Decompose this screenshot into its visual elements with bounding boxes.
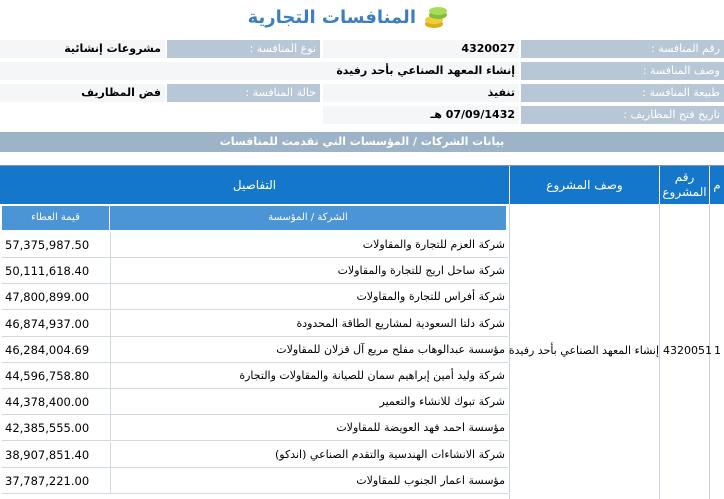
company-name: شركة دلتا السعودية لمشاريع الطاقة المحدودة xyxy=(110,311,508,337)
tender-no-value: 4320027 xyxy=(323,40,519,58)
table-row xyxy=(2,468,508,494)
status-value: فض المظاريف xyxy=(0,84,165,102)
bid-amount: 42,385,555.00 xyxy=(5,421,90,436)
tender-type-label: نوع المنافسة : xyxy=(167,40,320,58)
bid-amount: 44,596,758.80 xyxy=(5,369,90,383)
table-row xyxy=(2,442,508,468)
bids-table xyxy=(0,165,724,499)
company-name: شركة أفراس للتجارة والمقاولات xyxy=(110,284,508,310)
company-name: شركة العزم للتجارة والمقاولات xyxy=(110,232,508,258)
col-header-project-desc: وصف المشروع xyxy=(510,166,659,204)
company-name: شركة الانشاءات الهندسية والتقدم الصناعي (اندكو) xyxy=(110,442,508,468)
bid-amount: 46,284,004.69 xyxy=(5,342,90,357)
inner-col-bid: قيمة العطاء xyxy=(2,206,109,230)
bid-amount: 37,787,221.00 xyxy=(5,473,90,488)
bid-amount: 44,378,400.00 xyxy=(5,395,90,410)
table-row xyxy=(2,258,508,284)
bid-amount: 38,907,851.40 xyxy=(5,447,90,462)
info-row-2 xyxy=(0,62,724,80)
bid-amount: 57,375,987.50 xyxy=(5,238,90,252)
table-row xyxy=(2,311,508,337)
table-row xyxy=(2,389,508,415)
bid-amount: 47,800,899.00 xyxy=(5,290,90,305)
info-row-1 xyxy=(0,40,724,58)
table-row xyxy=(2,232,508,258)
status-label: حالة المنافسة : xyxy=(167,84,320,102)
details-table xyxy=(0,204,509,499)
coins-icon xyxy=(422,4,450,32)
project-desc: إنشاء المعهد الصناعي بأحد رفيدة xyxy=(508,344,659,357)
bid-amount: 46,874,937.00 xyxy=(5,316,90,331)
site-logo[interactable] xyxy=(247,4,450,34)
nature-label: طبيعة المنافسة : xyxy=(521,84,724,102)
company-name: مؤسسة اعمار الجنوب للمقاولات xyxy=(110,468,508,494)
company-name: شركة ساحل اريج للتجارة والمقاولات xyxy=(110,258,508,284)
project-no: 4320051 xyxy=(663,344,712,357)
tender-type-value: مشروعات إنشائية xyxy=(0,40,165,58)
company-name: شركة وليد أمين إبراهيم سمان للصيانة والمقاولات والتجارة xyxy=(110,363,508,389)
info-row-4 xyxy=(0,106,724,124)
nature-value: تنفيذ xyxy=(323,84,519,102)
tender-no-label: رقم المنافسة : xyxy=(521,40,724,58)
col-header-details: التفاصيل xyxy=(0,166,509,204)
divider xyxy=(659,204,660,499)
open-date-label: تاريخ فتح المظاريف : xyxy=(521,106,724,124)
logo-text: المنافسات التجارية xyxy=(247,7,416,28)
col-header-m: م xyxy=(710,166,724,204)
info-row-3 xyxy=(0,84,724,102)
company-name: مؤسسة احمد فهد العويضة للمقاولات xyxy=(110,415,508,441)
desc-label: وصف المنافسة : xyxy=(521,62,724,80)
table-row xyxy=(2,284,508,310)
open-date-value: 07/09/1432 هـ xyxy=(323,106,519,124)
desc-value: إنشاء المعهد الصناعي بأحد رفيدة xyxy=(0,62,519,80)
row-index: 1 xyxy=(714,344,721,357)
company-name: مؤسسة عبدالوهاب مفلح مريع آل قزلان للمقاولات xyxy=(110,337,508,363)
inner-col-company: الشركة / المؤسسة xyxy=(110,206,506,230)
col-header-project-no: رقم المشروع xyxy=(660,166,709,204)
company-name: شركة تبوك للانشاء والتعمير xyxy=(110,389,508,415)
table-row xyxy=(2,363,508,389)
table-row xyxy=(2,337,508,363)
table-row xyxy=(2,415,508,441)
section-title: بيانات الشركات / المؤسسات التي تقدمت للمنافسات xyxy=(0,132,724,152)
bid-amount: 50,111,618.40 xyxy=(5,264,90,279)
